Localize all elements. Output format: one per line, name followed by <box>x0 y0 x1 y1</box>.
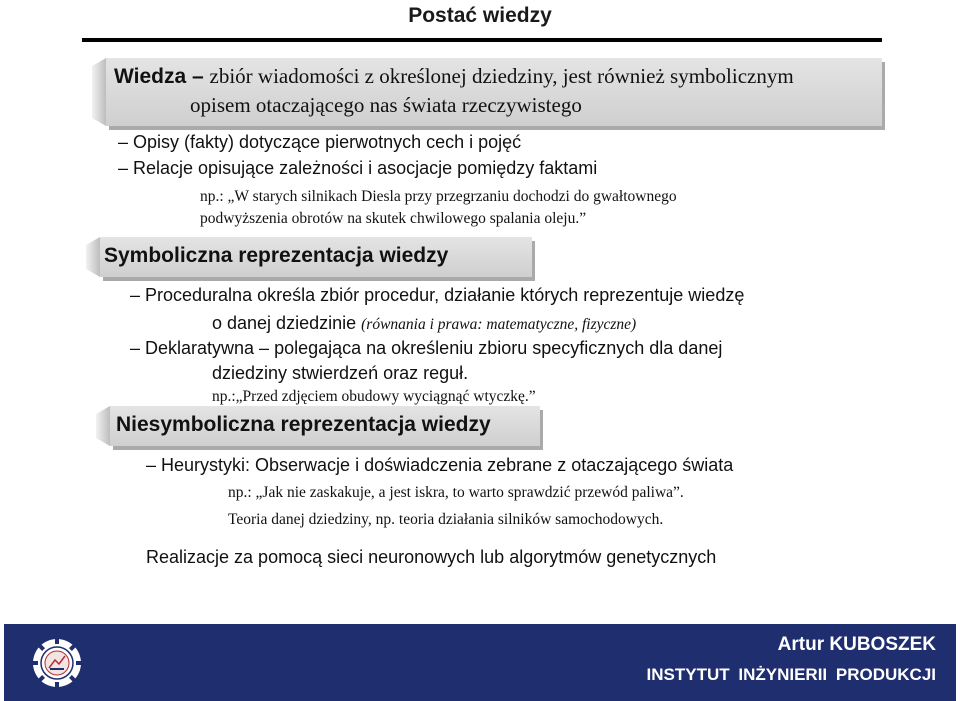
procedural-note: (równania i prawa: matematyczne, fizyczne) <box>361 316 637 333</box>
bullet-facts: – Opisy (fakty) dotyczące pierwotnych cech i pojęć <box>118 132 522 152</box>
definition-line-1 <box>114 64 794 89</box>
bullet-declarative-line-1: – Deklaratywna – polegająca na określeniu zbioru specyficznych dla danej <box>130 338 723 358</box>
banner-bevel <box>96 406 110 446</box>
bullet-relations: – Relacje opisujące zależności i asocjacje pomiędzy faktami <box>118 158 598 178</box>
conclusion-text: Realizacje za pomocą sieci neuronowych lub algorytmów genetycznych <box>146 547 717 567</box>
nonsymbolic-banner <box>110 406 540 446</box>
nonsymbolic-heading: Niesymboliczna reprezentacja wiedzy <box>116 413 491 436</box>
symbolic-banner <box>100 237 532 277</box>
definition-dash: – <box>186 65 210 88</box>
institute-seal-icon <box>32 638 82 688</box>
symbolic-heading: Symboliczna reprezentacja wiedzy <box>104 244 449 267</box>
definition-banner <box>106 58 882 126</box>
definition-text: zbiór wiadomości z określonej dziedziny, jest również symbolicznym <box>209 64 794 88</box>
example-diesel-line-2: podwyższenia obrotów na skutek chwilowego spalania oleju.” <box>200 210 587 227</box>
banner-bevel <box>92 58 106 126</box>
example-theory-line: Teoria danej dziedziny, np. teoria działania silników samochodowych. <box>228 511 664 528</box>
procedural-domain: o danej dziedzinie <box>212 313 357 333</box>
example-spark-line: np.: „Jak nie zaskakuje, a jest iskra, to warto sprawdzić przewód paliwa”. <box>228 484 684 501</box>
definition-term: Wiedza <box>114 65 187 88</box>
bullet-procedural-line-1: – Proceduralna określa zbiór procedur, działanie których reprezentuje wiedzę <box>130 285 745 305</box>
bullet-declarative-line-2: dziedziny stwierdzeń oraz reguł. <box>212 363 469 383</box>
example-plug: np.:„Przed zdjęciem obudowy wyciągnąć wtyczkę.” <box>212 388 536 405</box>
example-diesel-line-1: np.: „W starych silnikach Diesla przy przegrzaniu dochodzi do gwałtownego <box>200 188 677 205</box>
footer-bar <box>4 624 956 701</box>
bullet-procedural-line-2 <box>212 313 636 334</box>
institute-name: INSTYTUT INŻYNIERII PRODUKCJI <box>646 665 936 684</box>
slide-title: Postać wiedzy <box>408 4 552 27</box>
definition-line-2: opisem otaczającego nas świata rzeczywistego <box>190 93 582 117</box>
title-divider <box>82 38 882 42</box>
bullet-heuristics: – Heurystyki: Obserwacje i doświadczenia zebrane z otaczającego świata <box>146 455 734 475</box>
author-name: Artur KUBOSZEK <box>777 634 936 655</box>
banner-bevel <box>86 237 100 277</box>
